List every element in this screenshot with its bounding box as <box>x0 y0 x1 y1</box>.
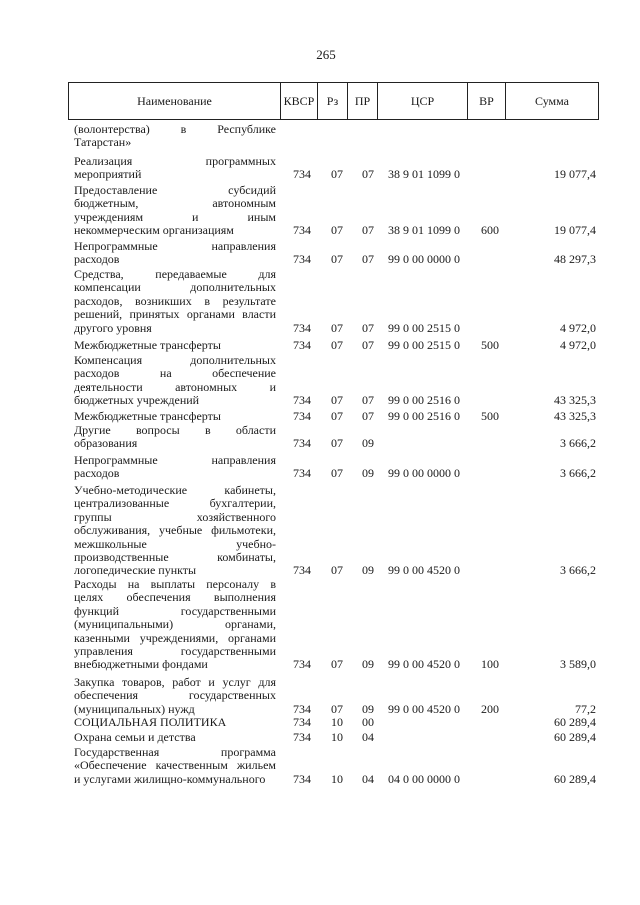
cell-kvsr: 734 <box>293 715 311 729</box>
row-name <box>74 155 276 182</box>
cell-kvsr: 734 <box>293 466 311 481</box>
cell-vr: 100 <box>481 657 499 672</box>
row-name <box>74 454 276 481</box>
row-name-line: образования <box>74 436 138 451</box>
row-name-line: другого уровня <box>74 320 152 335</box>
cell-csr: 38 9 01 1099 0 <box>388 223 460 238</box>
cell-kvsr: 734 <box>293 252 311 267</box>
cell-csr: 99 0 00 4520 0 <box>388 563 460 578</box>
cell-pr: 09 <box>362 436 374 451</box>
row-name-line: Непрограммные направления <box>74 453 276 467</box>
cell-kvsr: 734 <box>293 563 311 578</box>
cell-csr: 99 0 00 4520 0 <box>388 657 460 672</box>
cell-rz: 07 <box>331 223 343 238</box>
row-name-line: централизованные бухгалтерии, <box>74 496 276 511</box>
header-name: Наименование <box>69 83 281 119</box>
cell-kvsr: 734 <box>293 409 311 423</box>
row-name-line: внебюджетными фондами <box>74 657 208 672</box>
row-name-line: логопедические пункты <box>74 563 197 578</box>
cell-sum: 60 289,4 <box>554 730 596 744</box>
cell-csr: 38 9 01 1099 0 <box>388 167 460 182</box>
cell-pr: 04 <box>362 730 374 744</box>
cell-kvsr: 734 <box>293 320 311 335</box>
row-name-line: некоммерческим организациям <box>74 223 234 238</box>
header-pr: ПР <box>348 83 378 119</box>
row-name-line: компенсации дополнительных <box>74 280 276 295</box>
cell-vr: 500 <box>481 409 499 423</box>
row-name-line: Непрограммные направления <box>74 239 276 253</box>
cell-kvsr: 734 <box>293 223 311 238</box>
cell-csr: 99 0 00 2515 0 <box>388 338 460 352</box>
cell-kvsr: 734 <box>293 338 311 352</box>
cell-pr: 00 <box>362 715 374 729</box>
row-name <box>74 578 276 672</box>
row-name-line: (муниципальными) органами, <box>74 617 276 632</box>
cell-sum: 3 666,2 <box>560 563 596 578</box>
row-name-line: Средства, передаваемые для <box>74 267 276 281</box>
cell-csr: 99 0 00 2516 0 <box>388 409 460 423</box>
row-name-line: Расходы на выплаты персоналу в <box>74 577 276 591</box>
cell-sum: 4 972,0 <box>560 320 596 335</box>
cell-pr: 07 <box>362 223 374 238</box>
cell-vr: 200 <box>481 701 499 716</box>
table-header <box>68 82 599 120</box>
row-name <box>74 424 276 451</box>
row-name-line: (муниципальных) нужд <box>74 701 195 716</box>
cell-vr: 500 <box>481 338 499 352</box>
row-name-line: Охрана семьи и детства <box>74 730 196 744</box>
row-name <box>74 184 276 238</box>
row-name-line: казенными учреждениями, органами <box>74 630 276 645</box>
row-name-line: Закупка товаров, работ и услуг для <box>74 675 276 689</box>
header-kvsr: КВСР <box>281 83 318 119</box>
row-name-line: межшкольные учебно- <box>74 536 276 551</box>
cell-sum: 43 325,3 <box>554 409 596 423</box>
cell-sum: 60 289,4 <box>554 715 596 729</box>
header-rz: Рз <box>318 83 348 119</box>
cell-sum: 3 589,0 <box>560 657 596 672</box>
cell-sum: 43 325,3 <box>554 393 596 408</box>
row-name <box>74 484 276 578</box>
row-name <box>74 123 276 150</box>
cell-rz: 07 <box>331 657 343 672</box>
header-vr: ВР <box>468 83 506 119</box>
cell-kvsr: 734 <box>293 771 311 786</box>
page-number: 265 <box>316 47 336 62</box>
header-csr: ЦСР <box>378 83 468 119</box>
cell-rz: 07 <box>331 563 343 578</box>
row-name <box>74 676 276 716</box>
cell-pr: 07 <box>362 320 374 335</box>
cell-csr: 04 0 00 0000 0 <box>388 771 460 786</box>
row-name-line: и услугами жилищно-коммунального <box>74 771 266 786</box>
cell-pr: 09 <box>362 657 374 672</box>
cell-sum: 3 666,2 <box>560 436 596 451</box>
cell-csr: 99 0 00 2516 0 <box>388 393 460 408</box>
row-name-line: управления государственными <box>74 643 276 658</box>
cell-sum: 60 289,4 <box>554 771 596 786</box>
cell-pr: 04 <box>362 771 374 786</box>
cell-csr: 99 0 00 2515 0 <box>388 320 460 335</box>
row-name <box>74 354 276 408</box>
cell-pr: 07 <box>362 167 374 182</box>
row-name-line: Другие вопросы в области <box>74 423 276 437</box>
row-name-line: Предоставление субсидий <box>74 183 276 197</box>
row-name-line: учреждениям и иным <box>74 209 276 224</box>
cell-kvsr: 734 <box>293 701 311 716</box>
row-name-line: Межбюджетные трансферты <box>74 409 221 423</box>
cell-csr: 99 0 00 0000 0 <box>388 252 460 267</box>
row-name-line: «Обеспечение качественным жильем <box>74 758 276 773</box>
row-name <box>74 339 276 352</box>
row-name-line: целях обеспечения выполнения <box>74 590 276 605</box>
row-name-line: деятельности автономных и <box>74 379 276 394</box>
header-sum: Сумма <box>535 94 569 108</box>
cell-rz: 10 <box>331 715 343 729</box>
row-name-line: Межбюджетные трансферты <box>74 338 221 352</box>
row-name-line: Учебно-методические кабинеты, <box>74 483 276 497</box>
cell-sum: 48 297,3 <box>554 252 596 267</box>
cell-csr: 99 0 00 0000 0 <box>388 466 460 481</box>
cell-pr: 09 <box>362 701 374 716</box>
cell-sum: 77,2 <box>575 701 596 716</box>
cell-rz: 07 <box>331 701 343 716</box>
cell-pr: 07 <box>362 409 374 423</box>
cell-rz: 07 <box>331 320 343 335</box>
row-name <box>74 731 276 744</box>
row-name-line: Татарстан» <box>74 135 132 150</box>
row-name <box>74 268 276 335</box>
cell-csr: 99 0 00 4520 0 <box>388 701 460 716</box>
cell-kvsr: 734 <box>293 436 311 451</box>
cell-pr: 07 <box>362 338 374 352</box>
row-name <box>74 410 276 423</box>
cell-kvsr: 734 <box>293 730 311 744</box>
cell-sum: 4 972,0 <box>560 338 596 352</box>
cell-rz: 07 <box>331 252 343 267</box>
row-name-line: СОЦИАЛЬНАЯ ПОЛИТИКА <box>74 715 227 729</box>
row-name-line: (волонтерства) в Республике <box>74 122 276 136</box>
row-name-line: Реализация программных <box>74 154 276 168</box>
cell-kvsr: 734 <box>293 167 311 182</box>
cell-pr: 07 <box>362 252 374 267</box>
cell-pr: 09 <box>362 466 374 481</box>
row-name-line: производственные комбинаты, <box>74 549 276 564</box>
row-name-line: мероприятий <box>74 167 142 182</box>
row-name-line: обслуживания, учебные фильмотеки, <box>74 523 276 538</box>
cell-rz: 07 <box>331 167 343 182</box>
row-name-line: бюджетным, автономным <box>74 196 276 211</box>
cell-rz: 07 <box>331 338 343 352</box>
cell-kvsr: 734 <box>293 393 311 408</box>
row-name-line: бюджетных учреждений <box>74 393 200 408</box>
cell-vr: 600 <box>481 223 499 238</box>
cell-rz: 07 <box>331 393 343 408</box>
row-name <box>74 240 276 267</box>
row-name-line: расходов, возникших в результате <box>74 293 276 308</box>
row-name <box>74 716 276 729</box>
cell-rz: 10 <box>331 771 343 786</box>
cell-rz: 07 <box>331 409 343 423</box>
row-name-line: Компенсация дополнительных <box>74 353 276 367</box>
row-name-line: расходов на обеспечение <box>74 366 276 381</box>
cell-sum: 19 077,4 <box>554 167 596 182</box>
row-name-line: расходов <box>74 466 120 481</box>
cell-rz: 07 <box>331 436 343 451</box>
cell-sum: 3 666,2 <box>560 466 596 481</box>
cell-sum: 19 077,4 <box>554 223 596 238</box>
row-name-line: расходов <box>74 252 120 267</box>
cell-rz: 07 <box>331 466 343 481</box>
row-name-line: функций государственными <box>74 603 276 618</box>
row-name <box>74 746 276 786</box>
cell-pr: 07 <box>362 393 374 408</box>
cell-kvsr: 734 <box>293 657 311 672</box>
row-name-line: Государственная программа <box>74 745 276 759</box>
row-name-line: обеспечения государственных <box>74 688 276 703</box>
row-name-line: решений, принятых органами власти <box>74 307 276 322</box>
cell-rz: 10 <box>331 730 343 744</box>
cell-pr: 09 <box>362 563 374 578</box>
row-name-line: группы хозяйственного <box>74 509 276 524</box>
